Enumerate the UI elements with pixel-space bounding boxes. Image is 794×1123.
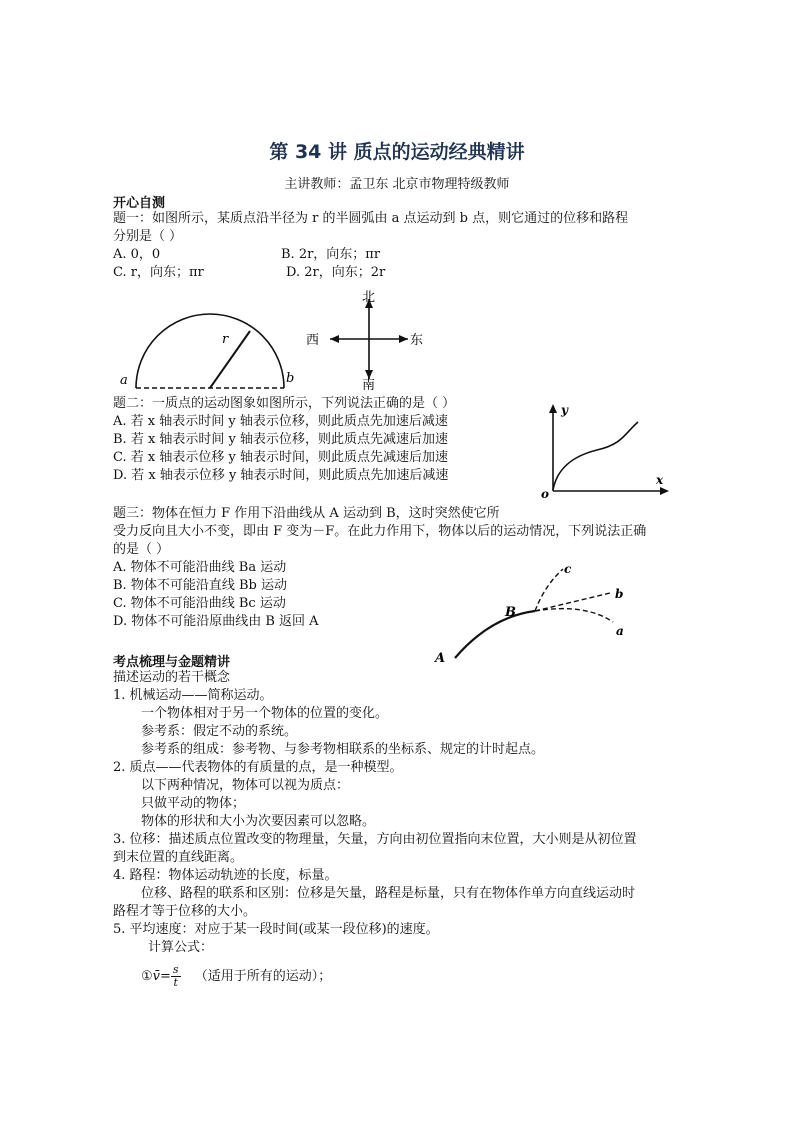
branch-Bb <box>535 593 610 611</box>
section-heading-key-points: 考点梳理与金题精讲 <box>113 655 231 670</box>
item-1-line-c: 参考系的组成：参考物、与参考物相联系的坐标系、规定的计时起点。 <box>141 742 545 757</box>
q3-stem-line1: 题三：物体在恒力 F 作用下沿曲线从 A 运动到 B，这时突然使它所 <box>113 506 500 521</box>
formula-note: （适用于所有的运动）； <box>194 969 332 984</box>
branch-b-label: b <box>615 587 624 601</box>
compass-west-label: 西 <box>306 333 320 348</box>
q1-option-b: B. 2r，向东；πr <box>281 247 381 262</box>
motion-graph-figure <box>535 398 675 500</box>
q1-option-d: D. 2r，向东；2r <box>286 265 386 280</box>
page-subtitle: 主讲教师：孟卫东 北京市物理特级教师 <box>284 177 510 192</box>
item-2-line-b: 只做平动的物体； <box>141 796 246 811</box>
radius-label: r <box>222 332 229 347</box>
average-velocity-formula <box>141 963 331 991</box>
point-a-label: a <box>120 373 128 388</box>
q3-stem-line2: 受力反向且大小不变，即由 F 变为－F。在此力作用下，物体以后的运动情况，下列说法正确 <box>113 524 647 539</box>
section-heading-self-test: 开心自测 <box>113 196 166 211</box>
formula-fraction <box>171 964 181 989</box>
point-B-label: B <box>505 605 516 620</box>
item-3-line-a: 3. 位移：描述质点位置改变的物理量，矢量，方向由初位置指向末位置，大小则是从初位置 <box>113 832 637 847</box>
compass-figure <box>300 287 430 395</box>
radius-line <box>210 331 250 388</box>
q1-stem-line2: 分别是（ ） <box>113 229 183 244</box>
q3-option-b: B. 物体不可能沿直线 Bb 运动 <box>113 578 287 593</box>
formula-denominator: t <box>173 976 178 989</box>
graph-x-label: x <box>656 473 664 487</box>
item-2-line-c: 物体的形状和大小为次要因素可以忽略。 <box>141 814 376 829</box>
q2-option-d: D. 若 x 轴表示位移 y 轴表示时间，则此质点先加速后减速 <box>113 468 449 483</box>
q3-option-c: C. 物体不可能沿曲线 Bc 运动 <box>113 596 286 611</box>
q1-option-a: A. 0，0 <box>113 247 161 262</box>
q2-option-c: C. 若 x 轴表示位移 y 轴表示时间，则此质点先减速后加速 <box>113 450 448 465</box>
q3-option-d: D. 物体不可能沿原曲线由 B 返回 A <box>113 614 319 629</box>
q2-option-a: A. 若 x 轴表示时间 y 轴表示位移，则此质点先加速后减速 <box>113 414 448 429</box>
x-axis-arrow-icon <box>660 487 669 495</box>
item-4-line-b: 路程才等于位移的大小。 <box>113 904 257 919</box>
point-b-label: b <box>286 371 295 386</box>
item-2: 2. 质点——代表物体的有质量的点，是一种模型。 <box>113 760 403 775</box>
item-4-line-a: 位移、路程的联系和区别：位移是矢量，路程是标量，只有在物体作单方向直线运动时 <box>141 886 636 901</box>
q3-option-a: A. 物体不可能沿曲线 Ba 运动 <box>113 560 287 575</box>
branch-Ba <box>535 609 613 622</box>
formula-circle-1: ① <box>141 969 153 984</box>
arrow-east-icon <box>399 335 408 343</box>
trajectory-curve-AB <box>455 611 535 658</box>
y-axis-arrow-icon <box>549 404 557 413</box>
item-2-line-a: 以下两种情况，物体可以视为质点： <box>141 778 350 793</box>
compass-south-label: 南 <box>362 378 376 393</box>
body-intro: 描述运动的若干概念 <box>113 670 231 685</box>
item-5: 5. 平均速度：对应于某一段时间(或某一段位移)的速度。 <box>113 922 439 937</box>
item-3-line-b: 到末位置的直线距离。 <box>113 850 244 865</box>
item-1-line-a: 一个物体相对于另一个物体的位置的变化。 <box>141 706 389 721</box>
item-4: 4. 路程：物体运动轨迹的长度，标量。 <box>113 868 338 883</box>
page-title: 第 34 讲 质点的运动经典精讲 <box>269 141 525 163</box>
item-1-line-b: 参考系：假定不动的系统。 <box>141 724 298 739</box>
arrow-west-icon <box>330 335 339 343</box>
semicircle-figure <box>110 300 310 395</box>
motion-curve <box>553 422 638 490</box>
q3-stem-line3: 的是（ ） <box>113 542 170 557</box>
semicircle-arc <box>136 314 284 388</box>
trajectory-figure <box>425 555 645 667</box>
q1-option-c: C. r，向东；πr <box>113 265 204 280</box>
graph-origin-label: o <box>541 487 550 500</box>
graph-y-label: y <box>561 403 568 417</box>
formula-numerator: s <box>172 963 179 976</box>
point-A-label: A <box>435 651 446 666</box>
q1-stem-line1: 题一：如图所示，某质点沿半径为 r 的半圆弧由 a 点运动到 b 点，则它通过的位移和路程 <box>113 211 629 226</box>
q2-option-b: B. 若 x 轴表示时间 y 轴表示位移，则此质点先减速后加速 <box>113 432 449 447</box>
q2-stem: 题二：一质点的运动图象如图所示，下列说法正确的是（ ） <box>113 396 456 411</box>
formula-lhs: v̄= <box>152 969 171 984</box>
item-5-line-a: 计算公式： <box>148 940 214 955</box>
compass-north-label: 北 <box>362 290 376 305</box>
branch-a-label: a <box>616 624 624 638</box>
branch-c-label: c <box>564 562 572 576</box>
compass-east-label: 东 <box>410 333 424 348</box>
item-1: 1. 机械运动——简称运动。 <box>113 688 273 703</box>
